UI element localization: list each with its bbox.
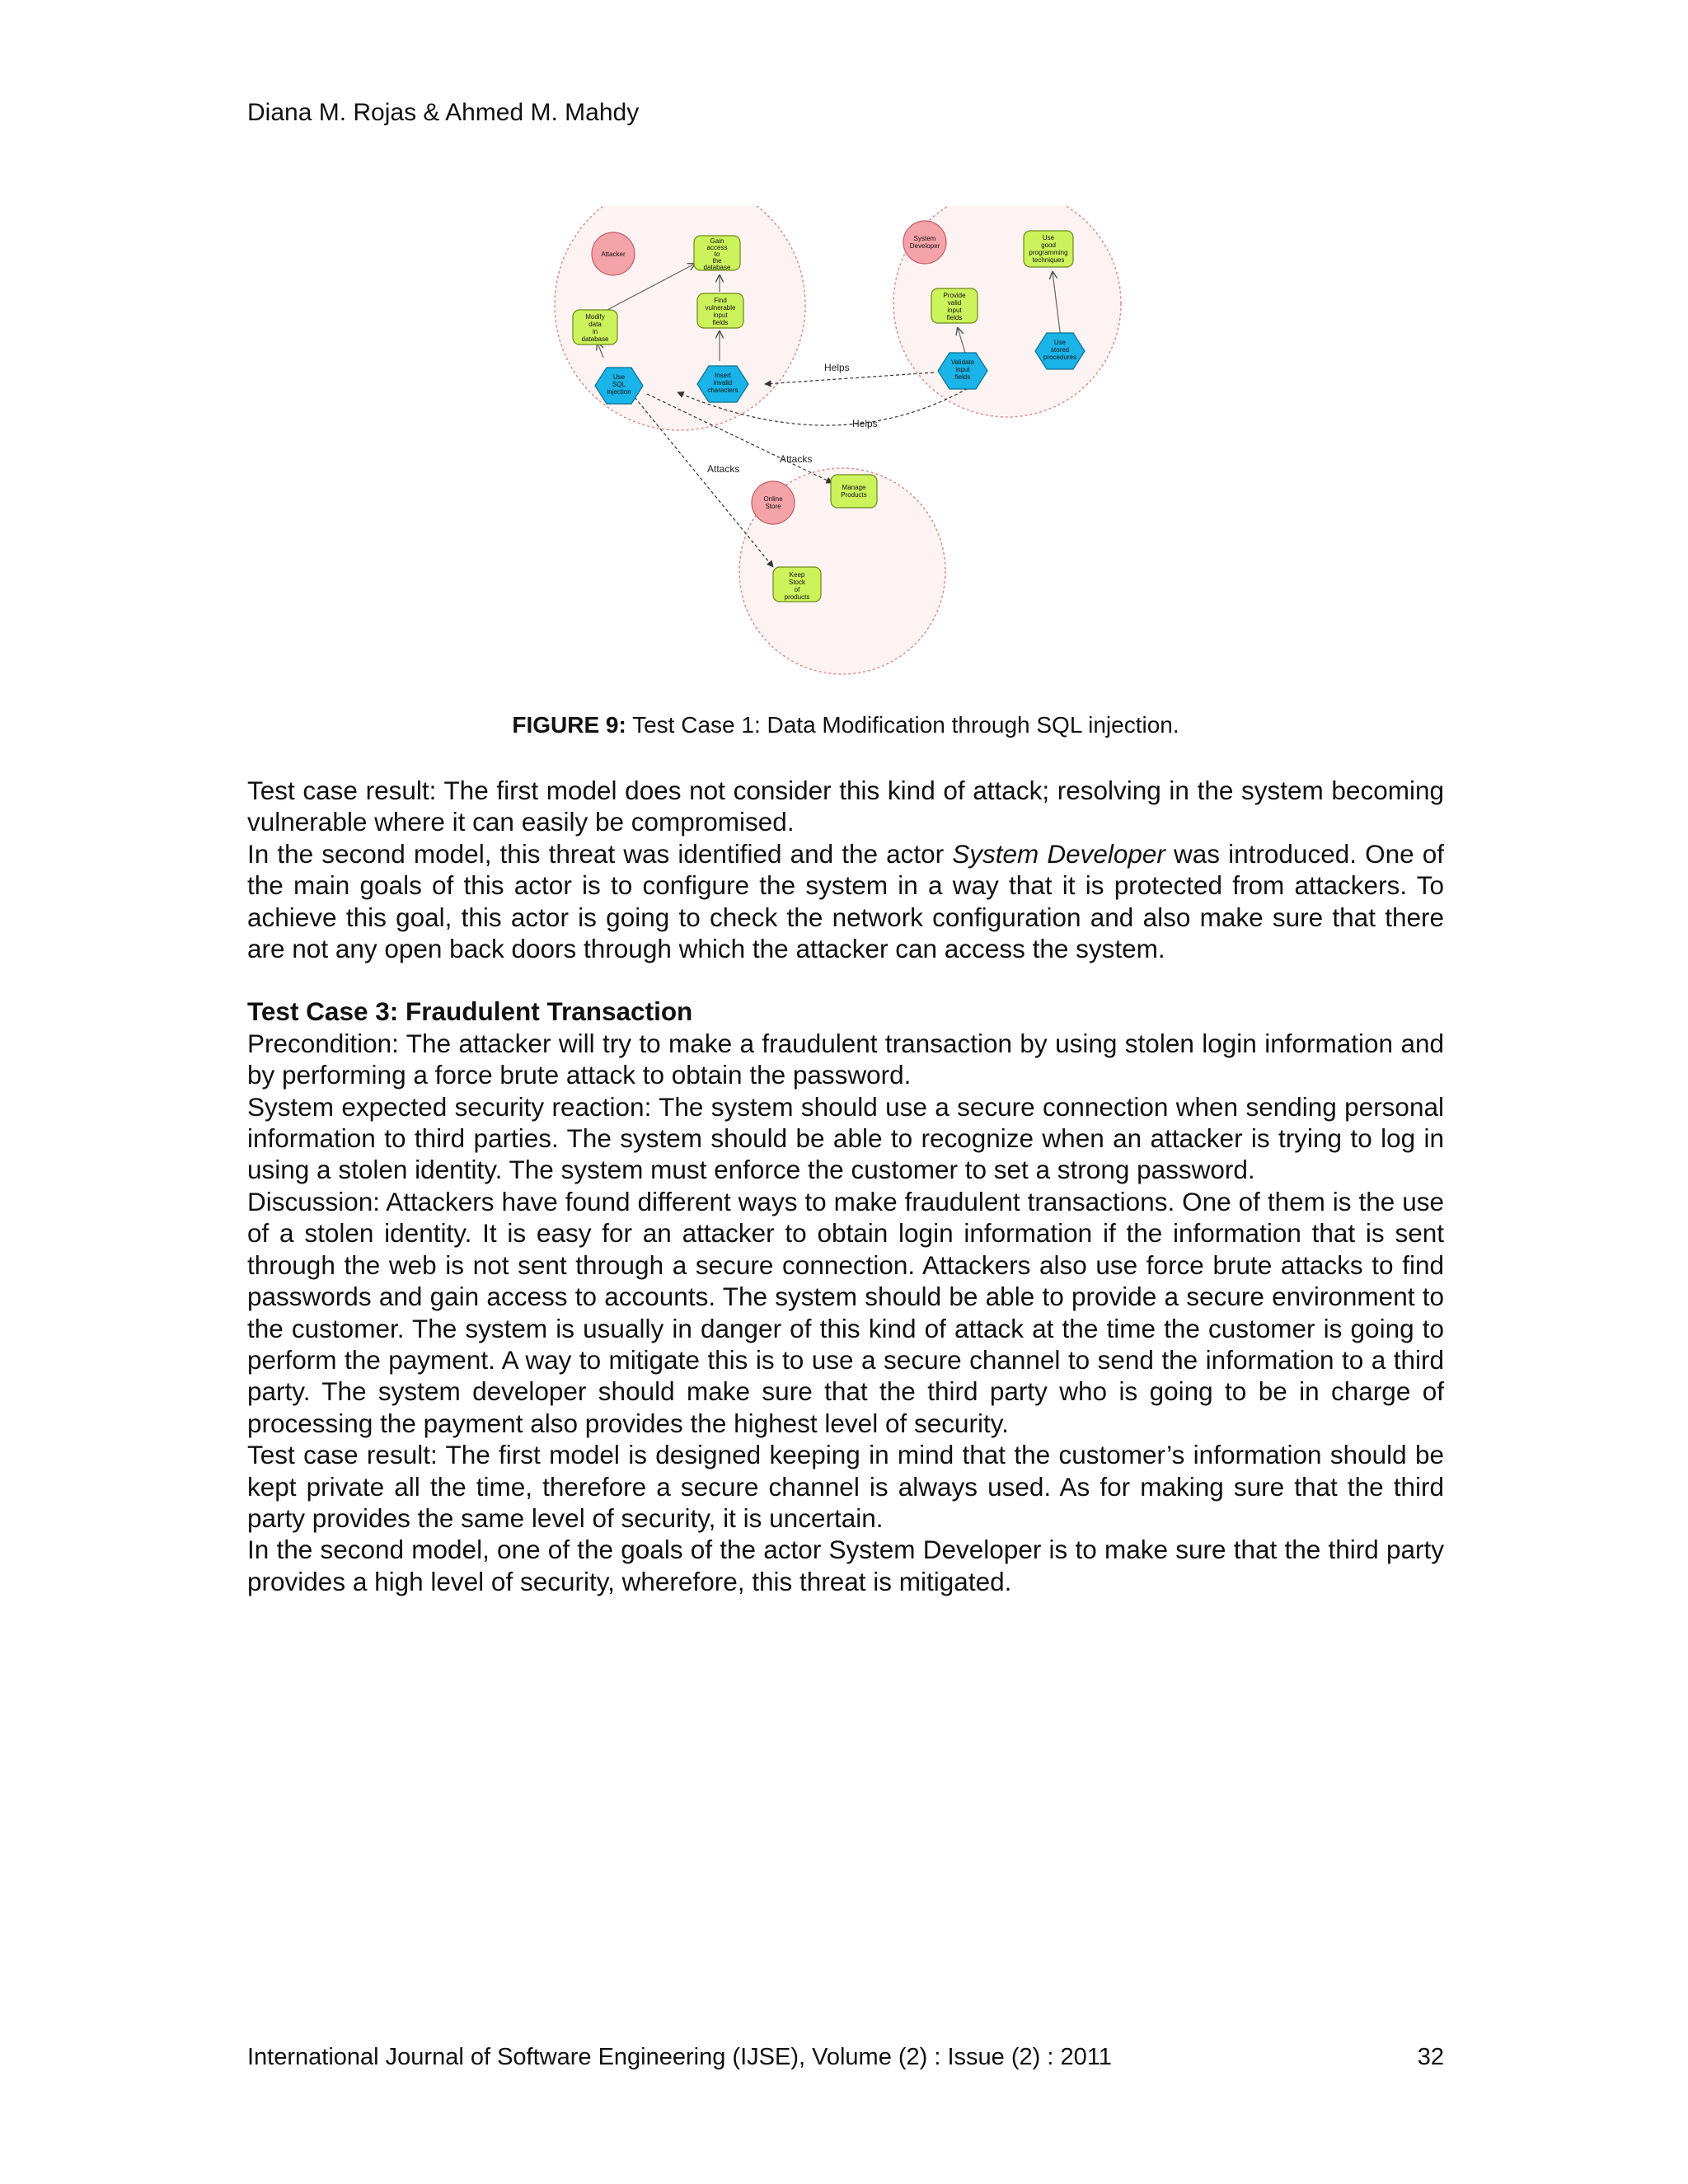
svg-text:procedures: procedures	[1043, 354, 1077, 361]
svg-text:valid: valid	[947, 299, 962, 307]
figure-9-diagram	[544, 206, 1137, 701]
edge-label-attacks-1: Attacks	[780, 453, 813, 465]
actor-attacker-label: Attacker	[601, 251, 626, 258]
svg-text:vulnerable: vulnerable	[705, 304, 736, 312]
svg-text:Insert: Insert	[714, 372, 732, 379]
footer-journal: International Journal of Software Engineering (IJSE), Volume (2) : Issue (2) : 2011	[247, 2044, 1112, 2070]
svg-text:Find: Find	[714, 297, 727, 304]
svg-text:Developer: Developer	[909, 242, 940, 250]
svg-text:good: good	[1041, 241, 1056, 249]
svg-text:Stock: Stock	[788, 579, 806, 586]
goal-manage-products	[831, 475, 877, 508]
paragraph-discussion: Discussion: Attackers have found different ways to make fraudulent transactions. One of them is the use of a stolen identity. It is easy for an attacker to obtain login information if the information that is sent through the web is not sent through a secure connection. Attackers also use force brute attacks to find passwords and gain access to accounts. The system should be able to provide a secure environment to the customer. The system is usually in danger of this kind of attack at the time the customer is going to perform the payment. A way to mitigate this is to use a secure channel to send the information to a third party. The system developer should make sure that the third party who is going to be in charge of processing the payment also provides the highest level of security.	[247, 1186, 1444, 1438]
body-text	[247, 775, 1444, 1597]
svg-text:data: data	[588, 321, 602, 328]
svg-text:the: the	[712, 257, 722, 265]
svg-text:input: input	[955, 366, 970, 373]
svg-text:fields: fields	[954, 373, 971, 381]
svg-text:Manage: Manage	[842, 484, 866, 491]
goal-provide-valid-fields	[931, 288, 978, 323]
svg-text:Modify: Modify	[585, 313, 605, 321]
figure-caption-label: FIGURE 9:	[512, 712, 626, 738]
svg-text:products: products	[784, 593, 810, 601]
paragraph-second-model: In the second model, this threat was identified and the actor System Developer was introduced. One of the main goals of this actor is to configure the system in a way that it is protected from attackers. To achieve this goal, this actor is going to check the network configuration and also make sure that there are not any open back doors through which the attacker can access the system.	[247, 838, 1444, 964]
svg-text:System: System	[913, 235, 936, 242]
actor-attacker	[592, 232, 635, 275]
svg-text:Store: Store	[765, 503, 781, 510]
edge-label-helps-2: Helps	[852, 418, 878, 429]
goal-find-vulnerable-fields	[697, 293, 743, 328]
footer-page-number: 32	[1417, 2044, 1444, 2070]
svg-text:Validate: Validate	[950, 359, 975, 366]
page-footer	[247, 2042, 1444, 2072]
svg-text:database: database	[581, 335, 609, 343]
svg-text:to: to	[714, 251, 720, 258]
edge-label-helps-1: Helps	[824, 362, 850, 373]
actor-name-italic: System Developer	[952, 838, 1165, 869]
svg-text:in: in	[592, 328, 598, 335]
goal-gain-access	[694, 236, 740, 271]
svg-text:Products: Products	[841, 491, 867, 499]
goal-use-good-techniques	[1024, 231, 1073, 267]
svg-text:input: input	[713, 312, 728, 319]
svg-text:of: of	[794, 586, 800, 593]
actor-system-developer	[903, 221, 946, 264]
svg-text:invalid: invalid	[713, 379, 733, 387]
svg-text:techniques: techniques	[1032, 256, 1065, 264]
svg-text:fields: fields	[712, 319, 729, 326]
section-heading-test-case-3: Test Case 3: Fraudulent Transaction	[247, 996, 693, 1027]
svg-text:injection: injection	[607, 388, 631, 396]
svg-text:fields: fields	[946, 314, 963, 321]
figure-caption-text: Test Case 1: Data Modification through SQL injection.	[626, 712, 1179, 738]
svg-text:access: access	[706, 244, 728, 251]
svg-text:Online: Online	[763, 495, 783, 503]
paragraph-test-case-result-1: Test case result: The first model does not consider this kind of attack; resolving in the system becoming vulnerable where it can easily be compromised.	[247, 776, 1444, 837]
svg-text:Use: Use	[1053, 339, 1067, 346]
svg-text:programming: programming	[1029, 249, 1068, 256]
svg-text:Use: Use	[1042, 234, 1055, 241]
task-insert-invalid-characters	[697, 366, 748, 402]
svg-text:database: database	[703, 264, 731, 271]
svg-text:Use: Use	[612, 373, 626, 381]
goal-keep-stock	[773, 567, 821, 602]
paragraph-precondition: Precondition: The attacker will try to make a fraudulent transaction by using stolen login information and by performing a force brute attack to obtain the password.	[247, 1028, 1444, 1090]
actor-online-store	[752, 481, 795, 524]
edge-helps-validate-insert	[765, 373, 934, 384]
svg-text:input: input	[947, 307, 962, 314]
svg-text:Gain: Gain	[710, 237, 724, 245]
edge-label-attacks-2: Attacks	[707, 463, 740, 475]
running-head-authors: Diana M. Rojas & Ahmed M. Mahdy	[247, 99, 640, 126]
goal-modify-data	[573, 310, 617, 344]
svg-text:stored: stored	[1050, 346, 1070, 354]
paragraph-second-model-3: In the second model, one of the goals of the actor System Developer is to make sure that the third party provides a high level of security, wherefore, this threat is mitigated.	[247, 1535, 1444, 1596]
svg-text:Keep: Keep	[789, 571, 805, 579]
goal-model-diagram	[544, 206, 1137, 701]
svg-text:SQL: SQL	[612, 381, 626, 388]
svg-text:characters: characters	[707, 387, 738, 394]
paragraph-security-reaction: System expected security reaction: The system should use a secure connection when sending personal information to third parties. The system should be able to recognize when an attacker is trying to log in using a stolen identity. The system must enforce the customer to set a strong password.	[247, 1091, 1444, 1185]
paragraph-test-case-result-3: Test case result: The first model is designed keeping in mind that the customer’s information should be kept private all the time, therefore a secure channel is always used. As for making sure that the third party provides the same level of security, it is uncertain.	[247, 1440, 1444, 1533]
svg-text:Provide: Provide	[943, 292, 966, 299]
figure-caption	[247, 710, 1444, 740]
